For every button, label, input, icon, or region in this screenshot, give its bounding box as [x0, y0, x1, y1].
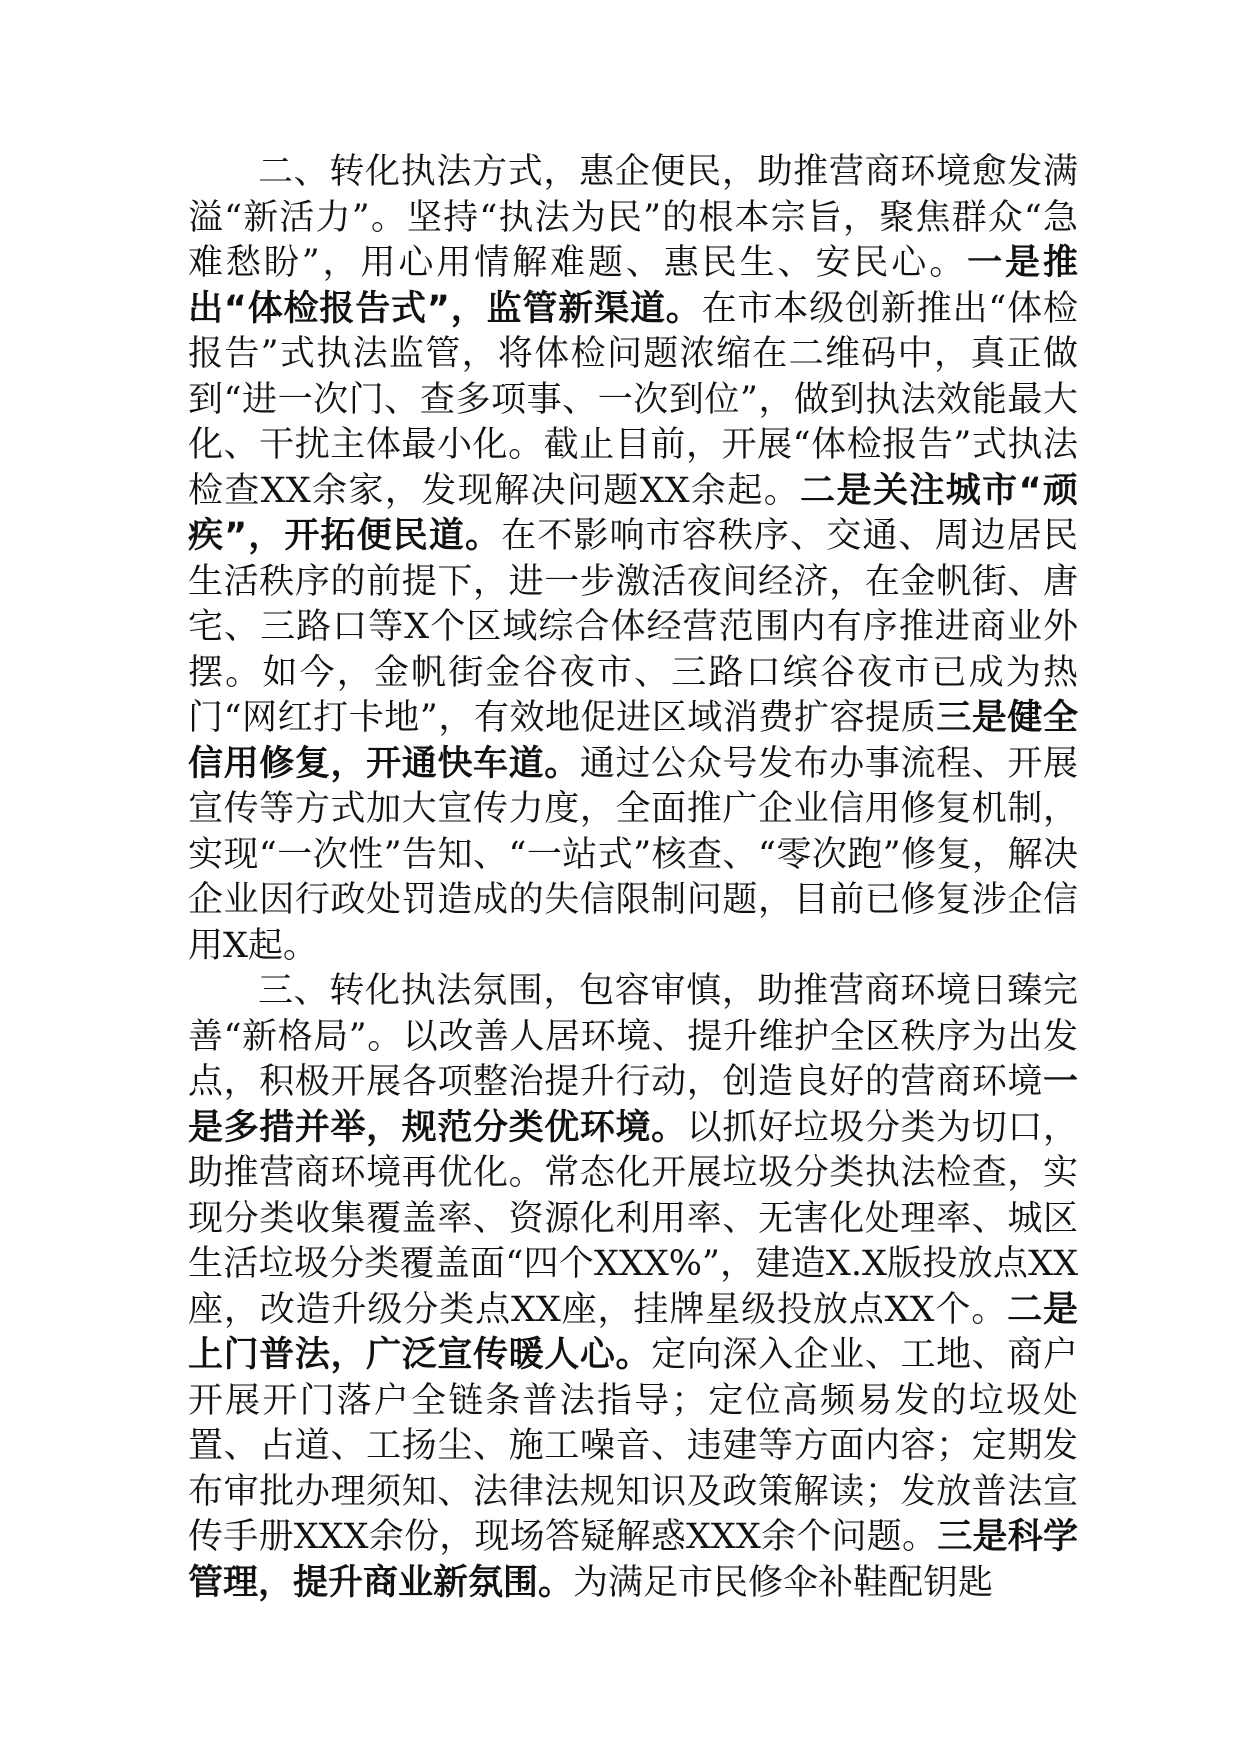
paragraph-text: 以抓好垃圾分类为切口，助推营商环境再优化。常态化开展垃圾分类执法检查，实现分类收集覆盖率、资源化利用率、无害化处理率、城区生活垃圾分类覆盖面“四个XXX%”，建造X.X版投放点XX座，改造升级分类点XX座，挂牌星级投放点XX个。 [188, 1107, 1078, 1330]
paragraph-section-3 [188, 969, 1078, 1606]
paragraph-text: 通过公众号发布办事流程、开展宣传等方式加大宣传力度，全面推广企业信用修复机制，实现“一次性”告知、“一站式”核查、“零次跑”修复，解决企业因行政处罚造成的失信限制问题，目前已修复涉企信用X起。 [188, 743, 1078, 966]
bold-heading: 二是关注城市“顽疾”，开拓便民道。 [188, 470, 1078, 556]
paragraph-text: 二、转化执法方式，惠企便民，助推营商环境愈发满溢“新活力”。坚持“执法为民”的根本宗旨，聚焦群众“急难愁盼”，用心用情解难题、惠民生、安民心。 [188, 152, 1078, 283]
paragraph-section-2 [188, 150, 1078, 969]
bold-heading: 二是上门普法，广泛宣传暖人心。 [188, 1289, 1078, 1375]
bold-heading: 一是推出“体检报告式”，监管新渠道。 [188, 243, 1078, 329]
paragraph-text: 为满足市民修伞补鞋配钥匙 [573, 1562, 994, 1603]
bold-heading: 一是多措并举，规范分类优环境。 [188, 1062, 1078, 1148]
paragraph-text: 在市本级创新推出“体检报告”式执法监管，将体检问题浓缩在二维码中，真正做到“进一次门、查多项事、一次到位”，做到执法效能最大化、干扰主体最小化。截止目前，开展“体检报告”式执法检查XX余家，发现解决问题XX余起。 [188, 288, 1078, 511]
paragraph-text: 在不影响市容秩序、交通、周边居民生活秩序的前提下，进一步激活夜间经济，在金帆街、唐宅、三路口等X个区域综合体经营范围内有序推进商业外摆。如今，金帆街金谷夜市、三路口缤谷夜市已成为热门“网红打卡地”，有效地促进区域消费扩容提质 [188, 516, 1078, 738]
bold-heading: 三是健全信用修复，开通快车道。 [188, 698, 1078, 784]
paragraph-text: 三、转化执法氛围，包容审慎，助推营商环境日臻完善“新格局”。以改善人居环境、提升维护全区秩序为出发点，积极开展各项整治提升行动，创造良好的营商环境 [188, 971, 1078, 1102]
paragraph-text: 定向深入企业、工地、商户开展开门落户全链条普法指导；定位高频易发的垃圾处置、占道、工扬尘、施工噪音、违建等方面内容；定期发布审批办理须知、法律法规知识及政策解读；发放普法宣传手册XXX余份，现场答疑解惑XXX余个问题。 [188, 1335, 1078, 1557]
document-page [188, 150, 1078, 1606]
bold-heading: 三是科学管理，提升商业新氛围。 [188, 1517, 1078, 1603]
